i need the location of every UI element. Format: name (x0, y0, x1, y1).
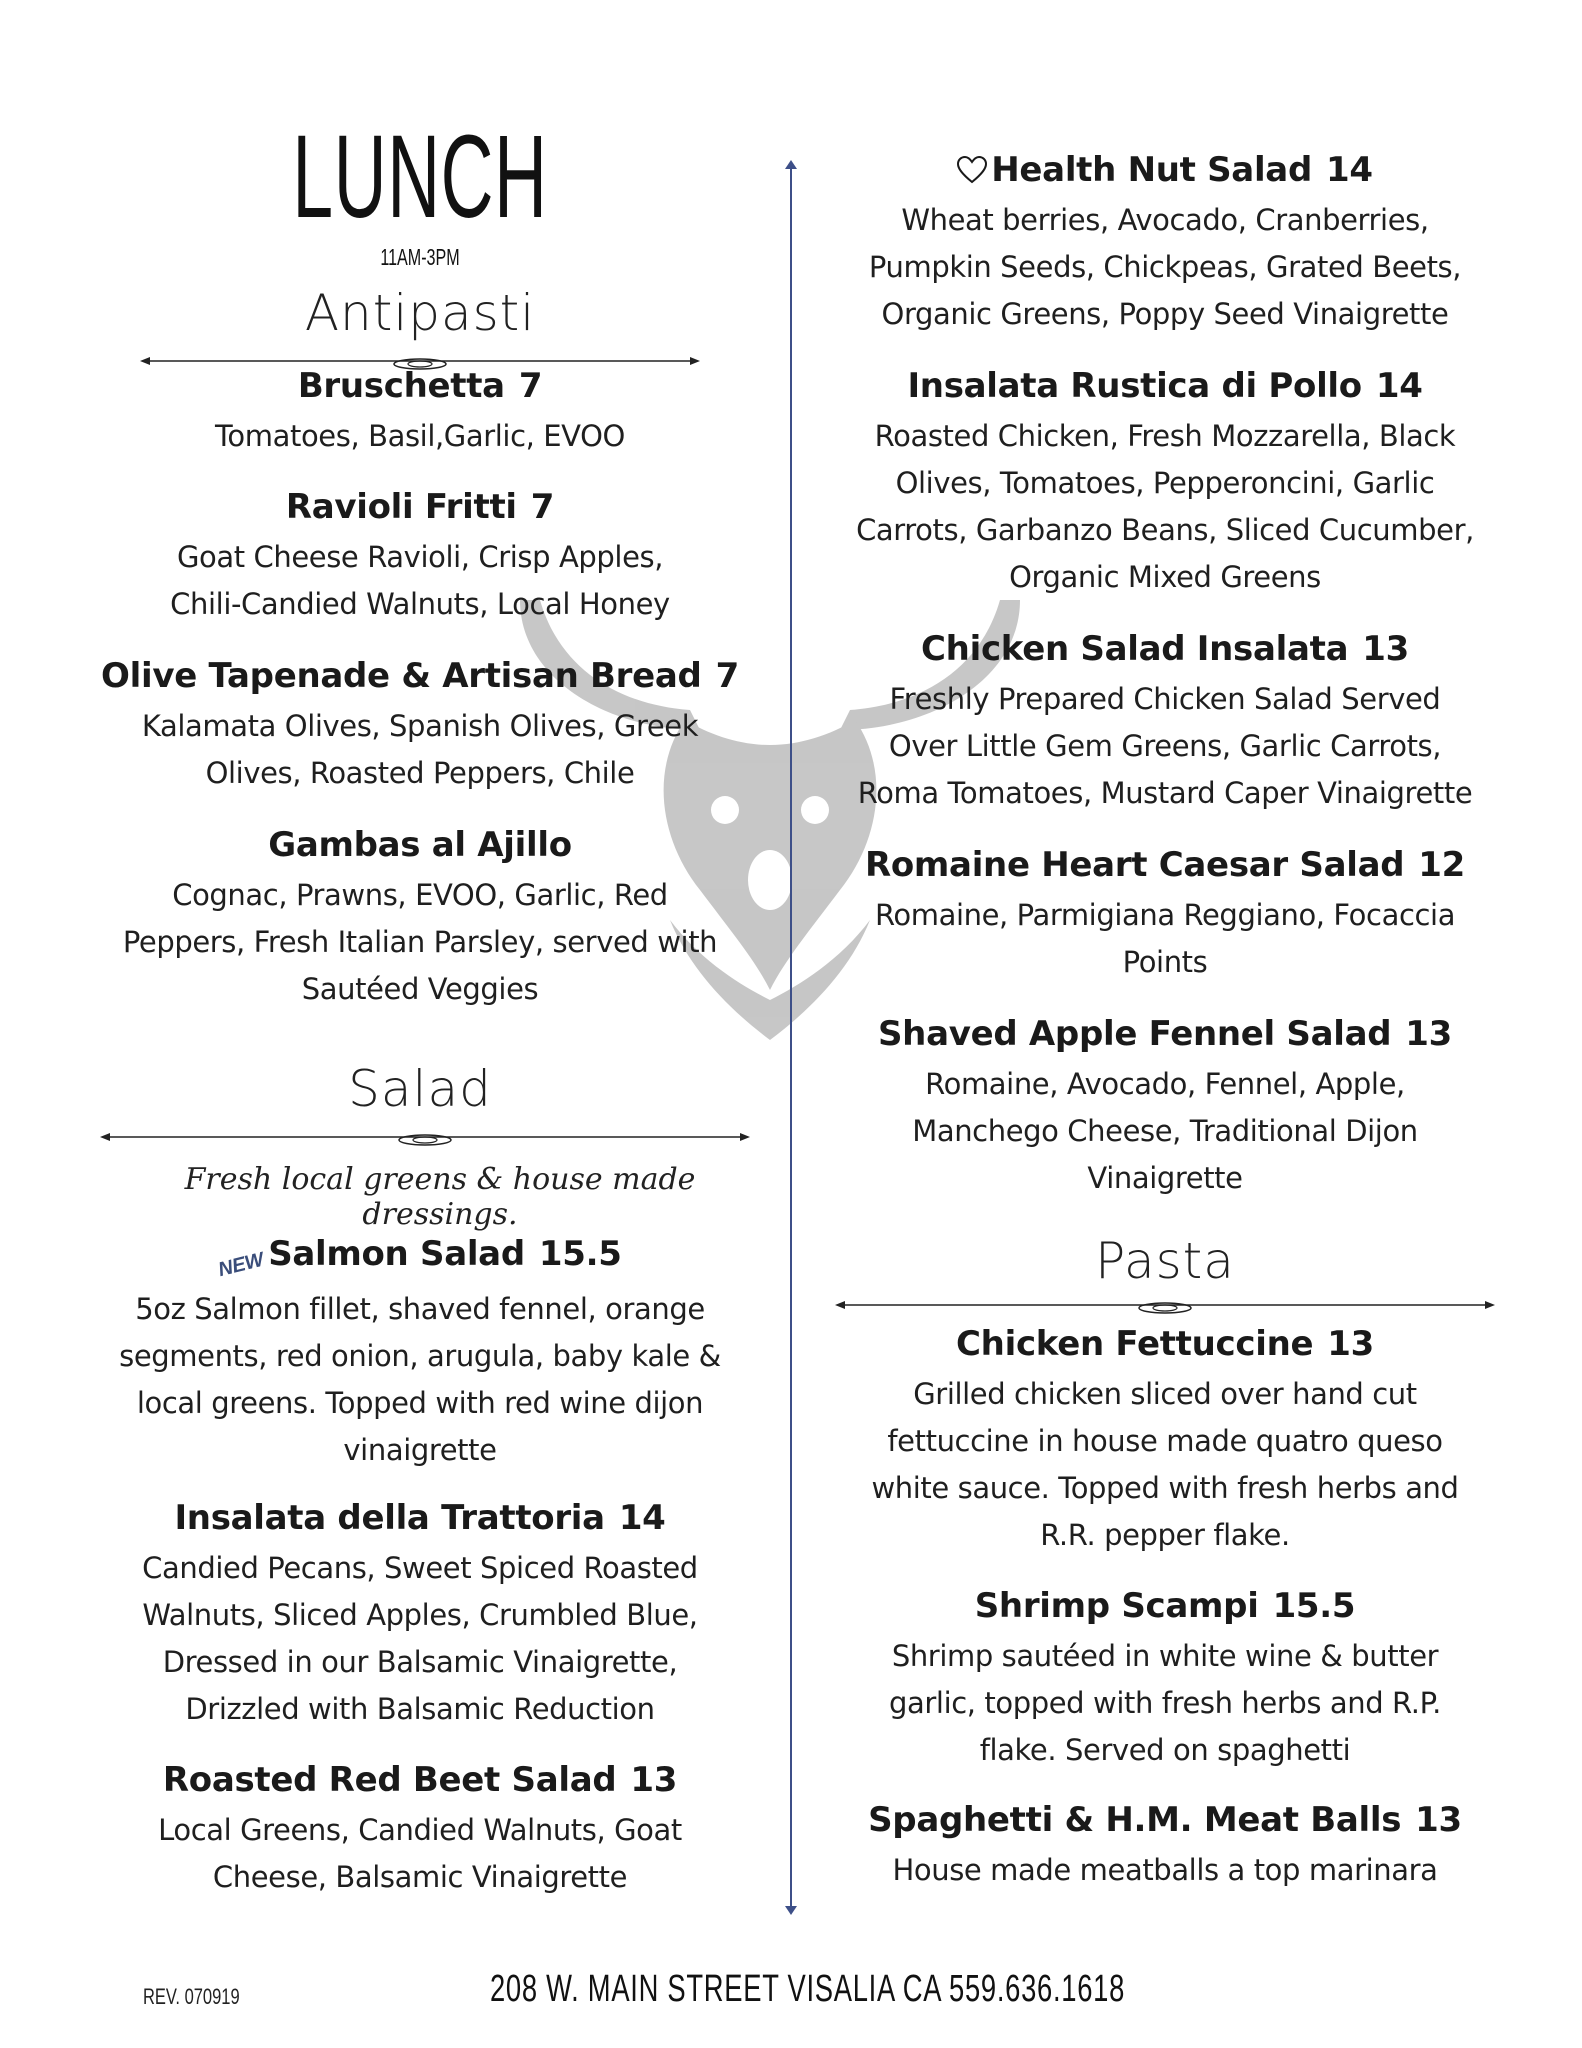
item-description: Tomatoes, Basil,Garlic, EVOO (215, 419, 625, 453)
pasta-list (835, 1798, 1495, 1894)
menu-item (835, 1012, 1495, 1202)
item-name: Roasted Red Beet Salad 13 (162, 1760, 678, 1800)
column-divider (790, 165, 792, 1910)
antipasti-list (110, 823, 730, 1013)
item-name: NEWSalmon Salad 15.5 (110, 1232, 730, 1281)
antipasti-list (110, 485, 730, 628)
item-description: Shrimp sautéed in white wine & butter garlic, topped with fresh herbs and R.P. flake. Served on spaghetti (889, 1639, 1441, 1767)
item-description: 5oz Salmon fillet, shaved fennel, orange segments, red onion, arugula, baby kale & local greens. Topped with red wine dijon vinaigrette (119, 1292, 721, 1467)
menu-item (835, 1322, 1495, 1559)
section-title-pasta: Pasta (1095, 1232, 1235, 1290)
item-name: Bruschetta 7 (297, 366, 543, 406)
item-description: Kalamata Olives, Spanish Olives, Greek Olives, Roasted Peppers, Chile (141, 709, 699, 790)
menu-item (110, 1496, 730, 1733)
item-name: Gambas al Ajillo (268, 825, 572, 865)
salad-list-left (110, 1496, 730, 1733)
section-divider-pasta (835, 1296, 1495, 1316)
menu-item (835, 364, 1495, 601)
pasta-list (835, 1322, 1495, 1559)
item-description: Roasted Chicken, Fresh Mozzarella, Black Olives, Tomatoes, Pepperoncini, Garlic Carrots, Garbanzo Beans, Sliced Cucumber, Organic Mixed Greens (856, 419, 1474, 594)
menu-item (835, 1584, 1495, 1774)
salad-list-right (835, 148, 1495, 338)
item-name: Chicken Salad Insalata 13 (921, 629, 1409, 669)
menu-hours: 11AM-3PM (380, 244, 460, 270)
item-name: Chicken Fettuccine 13 (956, 1324, 1374, 1364)
menu-item (110, 823, 730, 1013)
menu-item (110, 1758, 730, 1901)
item-name: Spaghetti & H.M. Meat Balls 13 (868, 1800, 1462, 1840)
menu-item (110, 485, 730, 628)
item-description: House made meatballs a top marinara (892, 1853, 1438, 1887)
item-name: Insalata della Trattoria 14 (174, 1498, 666, 1538)
menu-item (835, 1798, 1495, 1894)
item-name: Ravioli Fritti 7 (285, 487, 555, 527)
item-description: Romaine, Parmigiana Reggiano, Focaccia Points (874, 898, 1456, 979)
salad-tagline: Fresh local greens & house made dressings. (184, 1162, 696, 1232)
menu-item (835, 148, 1495, 338)
revision-code: REV. 070919 (143, 1984, 240, 2009)
item-name: Health Nut Salad 14 (835, 148, 1495, 192)
salad-list-right (835, 843, 1495, 986)
salad-list-right (835, 1012, 1495, 1202)
salad-list-right (835, 364, 1495, 601)
item-name: Romaine Heart Caesar Salad 12 (864, 845, 1465, 885)
salad-list-right (835, 627, 1495, 817)
heart-icon (957, 156, 987, 184)
item-description: Wheat berries, Avocado, Cranberries, Pumpkin Seeds, Chickpeas, Grated Beets, Organic Greens, Poppy Seed Vinaigrette (868, 203, 1462, 331)
item-description: Goat Cheese Ravioli, Crisp Apples, Chili-Candied Walnuts, Local Honey (170, 540, 670, 621)
pasta-list (835, 1584, 1495, 1774)
item-description: Romaine, Avocado, Fennel, Apple, Manchego Cheese, Traditional Dijon Vinaigrette (912, 1067, 1418, 1195)
item-description: Candied Pecans, Sweet Spiced Roasted Walnuts, Sliced Apples, Crumbled Blue, Dressed in our Balsamic Vinaigrette, Drizzled with Balsamic Reduction (142, 1551, 698, 1726)
menu-item (110, 364, 730, 460)
item-name: Olive Tapenade & Artisan Bread 7 (101, 656, 739, 696)
section-title-antipasti: Antipasti (304, 284, 536, 342)
item-description: Freshly Prepared Chicken Salad Served Over Little Gem Greens, Garlic Carrots, Roma Tomatoes, Mustard Caper Vinaigrette (857, 682, 1473, 810)
menu-item (110, 1232, 730, 1474)
item-description: Cognac, Prawns, EVOO, Garlic, Red Peppers, Fresh Italian Parsley, served with Sautéed Veggies (122, 878, 718, 1006)
item-name: Shrimp Scampi 15.5 (974, 1586, 1356, 1626)
antipasti-list (100, 654, 740, 797)
menu-item (100, 654, 740, 797)
item-name: Shaved Apple Fennel Salad 13 (877, 1014, 1453, 1054)
menu-item (835, 843, 1495, 986)
menu-title: LUNCH (292, 111, 548, 243)
menu-item (835, 627, 1495, 817)
section-divider-salad (100, 1128, 750, 1148)
section-title-salad: Salad (348, 1060, 492, 1118)
salad-list-left (110, 1232, 730, 1474)
item-description: Grilled chicken sliced over hand cut fettuccine in house made quatro queso white sauce. Topped with fresh herbs and R.R. pepper flake. (871, 1377, 1459, 1552)
divider-top-arrow (785, 160, 797, 169)
salad-list-left (110, 1758, 730, 1901)
item-description: Local Greens, Candied Walnuts, Goat Cheese, Balsamic Vinaigrette (158, 1813, 682, 1894)
restaurant-address: 208 W. MAIN STREET VISALIA CA 559.636.1618 (490, 1968, 1126, 2010)
divider-bottom-arrow (785, 1906, 797, 1915)
antipasti-list (110, 364, 730, 460)
new-badge: NEW (216, 1248, 267, 1282)
item-name: Insalata Rustica di Pollo 14 (907, 366, 1423, 406)
